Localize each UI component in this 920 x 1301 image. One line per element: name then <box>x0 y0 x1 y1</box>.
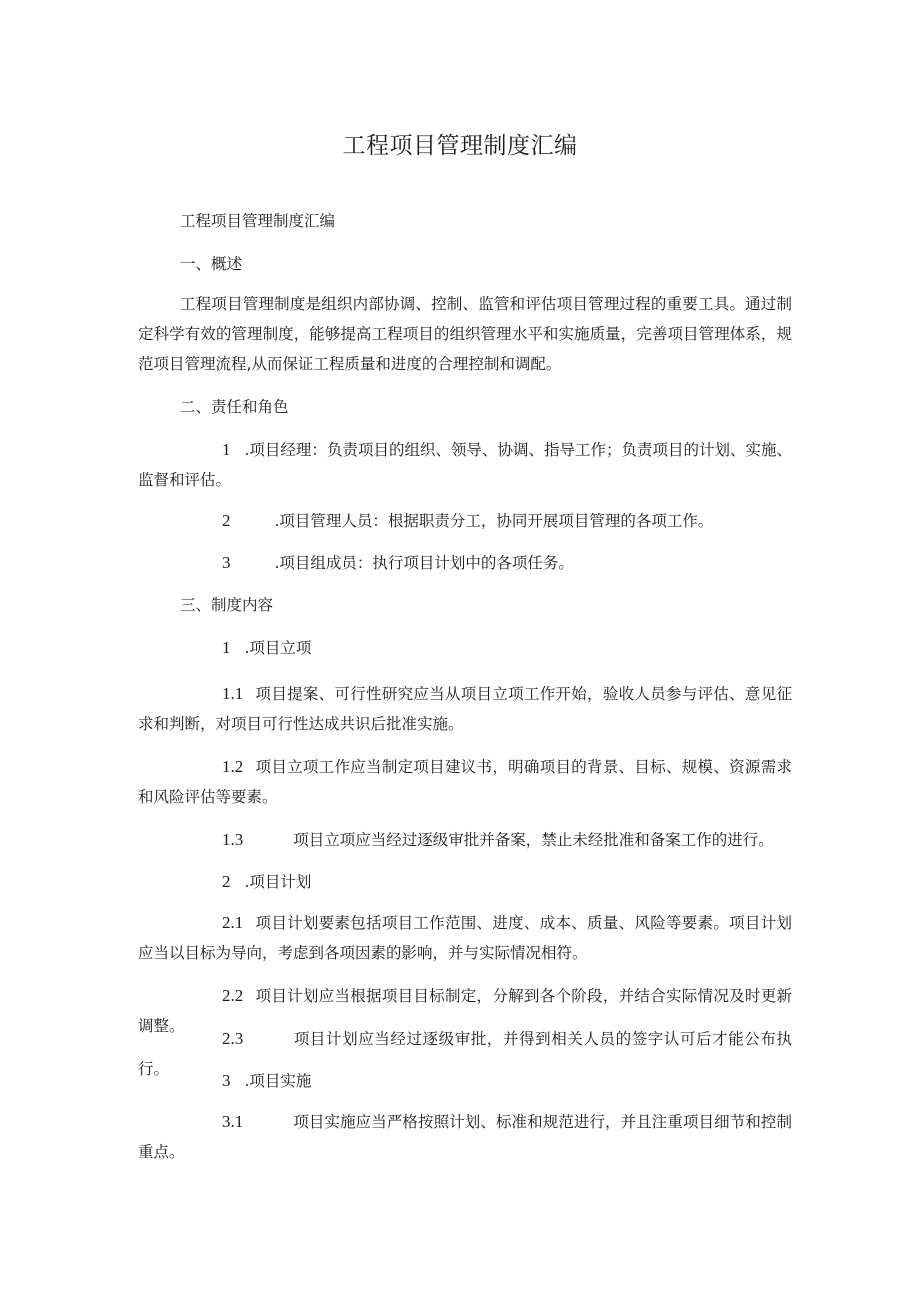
overview-paragraph: 工程项目管理制度是组织内部协调、控制、监管和评估项目管理过程的重要工具。通过制定科学有效的管理制度，能够提高工程项目的组织管理水平和实施质量，完善项目管理体系，规范项目管理流程,从而保证工程质量和进度的合理控制和调配。 <box>138 295 792 373</box>
content-group-number: 2 <box>222 872 231 891</box>
content-group-label: .项目实施 <box>244 1072 312 1090</box>
role-item <box>138 435 792 495</box>
role-item-text: .项目管理人员：根据职责分工，协同开展项目管理的各项工作。 <box>274 512 714 530</box>
content-item <box>138 679 792 739</box>
content-item <box>138 908 792 968</box>
section-heading-content: 三、制度内容 <box>180 596 274 614</box>
content-item-number: 1.2 <box>222 757 244 776</box>
content-item <box>138 825 792 855</box>
content-item-text: 项目计划应当根据项目目标制定，分解到各个阶段，并结合实际情况及时更新调整。 <box>138 987 792 1035</box>
content-item-number: 2.2 <box>222 986 244 1005</box>
role-item-text: .项目组成员：执行项目计划中的各项任务。 <box>274 554 574 572</box>
content-group-number: 3 <box>222 1071 231 1090</box>
content-item-number: 2.3 <box>222 1029 244 1048</box>
role-item <box>138 548 792 578</box>
content-group-label: .项目立项 <box>244 639 312 657</box>
content-item-text: 项目提案、可行性研究应当从项目立项工作开始，验收人员参与评估、意见征求和判断，对项目可行性达成共识后批准实施。 <box>138 685 792 733</box>
content-item-text: 项目立项工作应当制定项目建议书，明确项目的背景、目标、规模、资源需求和风险评估等要素。 <box>138 758 792 806</box>
role-item-number: 2 <box>222 511 231 530</box>
content-item-text: 项目实施应当严格按照计划、标准和规范进行，并且注重项目细节和控制重点。 <box>138 1113 792 1161</box>
content-group-number: 1 <box>222 638 231 657</box>
role-item-number: 3 <box>222 553 231 572</box>
content-item-number: 3.1 <box>222 1112 244 1131</box>
document-title: 工程项目管理制度汇编 <box>342 133 578 159</box>
content-item-number: 1.3 <box>222 830 244 849</box>
content-group-title <box>138 867 792 897</box>
content-item-text: 项目计划应当经过逐级审批，并得到相关人员的签字认可后才能公布执行。 <box>138 1030 792 1078</box>
section-heading-roles: 二、责任和角色 <box>180 398 289 416</box>
content-item-number: 1.1 <box>222 684 244 703</box>
content-item <box>138 1107 792 1167</box>
role-item-text: .项目经理：负责项目的组织、领导、协调、指导工作；负责项目的计划、实施、监督和评估。 <box>138 441 792 489</box>
document-subtitle: 工程项目管理制度汇编 <box>180 212 336 230</box>
content-group-title <box>138 1066 792 1096</box>
section-heading-overview: 一、概述 <box>180 255 243 273</box>
content-item <box>138 752 792 812</box>
role-item-number: 1 <box>222 440 231 459</box>
role-item <box>138 506 792 536</box>
content-item-text: 项目立项应当经过逐级审批并备案，禁止未经批准和备案工作的进行。 <box>293 831 774 849</box>
content-group-title <box>138 633 792 663</box>
content-item-text: 项目计划要素包括项目工作范围、进度、成本、质量、风险等要素。项目计划应当以目标为导向，考虑到各项因素的影响，并与实际情况相符。 <box>138 914 792 962</box>
content-item-number: 2.1 <box>222 913 244 932</box>
content-group-label: .项目计划 <box>244 873 312 891</box>
